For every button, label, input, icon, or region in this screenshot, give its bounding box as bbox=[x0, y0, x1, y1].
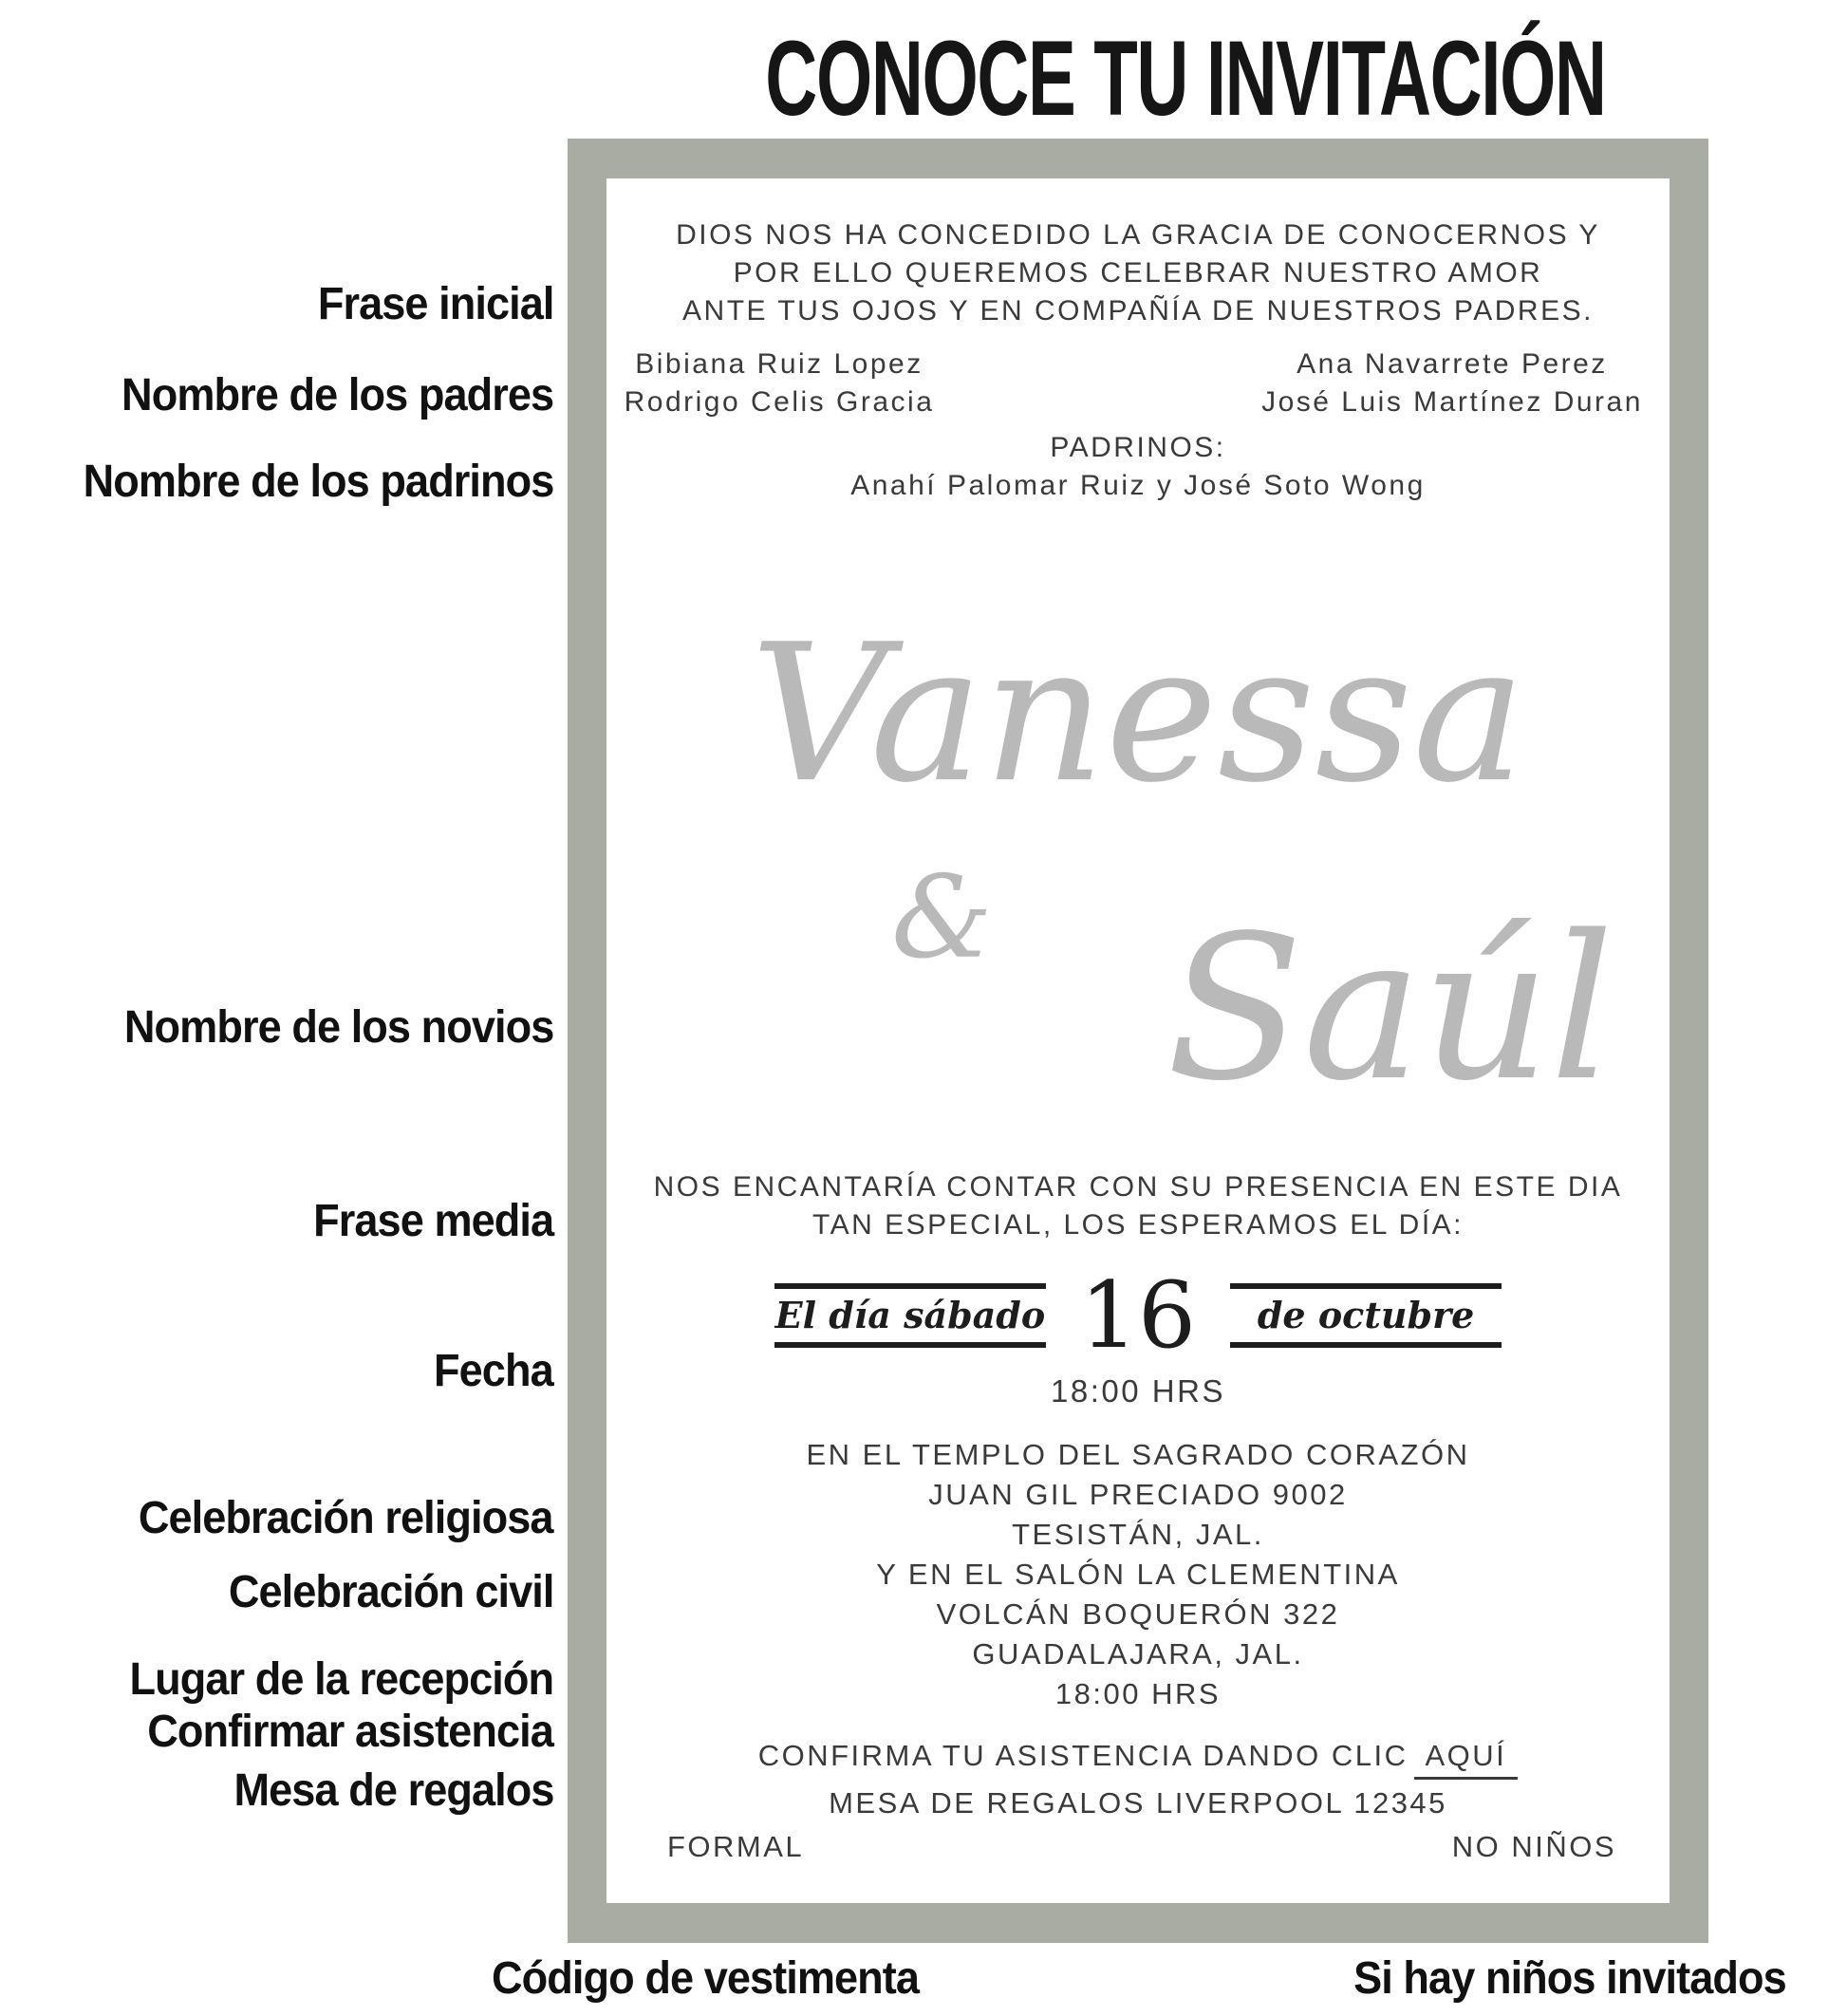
middle-phrase-line: NOS ENCANTARÍA CONTAR CON SU PRESENCIA EN ESTE DIA bbox=[653, 1171, 1623, 1203]
date-banner bbox=[606, 1262, 1670, 1369]
opening-phrase-line: POR ELLO QUEREMOS CELEBRAR NUESTRO AMOR bbox=[733, 257, 1543, 289]
rsvp-link[interactable]: AQUÍ bbox=[1414, 1739, 1519, 1780]
groom-parent: Ana Navarrete Perez bbox=[1297, 348, 1608, 380]
annotation-celebracion-civil: Celebración civil bbox=[228, 1567, 553, 1617]
annotation-nombre-novios: Nombre de los novios bbox=[123, 1002, 553, 1053]
children-note: NO NIÑOS bbox=[1451, 1830, 1616, 1863]
religious-venue-city: TESISTÁN, JAL. bbox=[1012, 1518, 1264, 1551]
opening-phrase-line: DIOS NOS HA CONCEDIDO LA GRACIA DE CONOCERNOS Y bbox=[676, 219, 1600, 251]
annotation-frase-media: Frase media bbox=[312, 1196, 553, 1246]
page-title: CONOCE TU INVITACIÓN bbox=[765, 19, 1606, 139]
date-day-phrase-rule bbox=[774, 1283, 1046, 1348]
reception-time: 18:00 HRS bbox=[1054, 1677, 1222, 1710]
groom-name-script: Saúl bbox=[1166, 892, 1614, 1125]
bride-parent: Bibiana Ruiz Lopez bbox=[635, 348, 924, 380]
reception-venue-city: GUADALAJARA, JAL. bbox=[972, 1637, 1304, 1671]
annotation-nombre-padres: Nombre de los padres bbox=[121, 370, 553, 420]
padrinos-names: Anahí Palomar Ruiz y José Soto Wong bbox=[850, 470, 1426, 501]
reception-venue-address: VOLCÁN BOQUERÓN 322 bbox=[936, 1597, 1340, 1631]
gift-registry: MESA DE REGALOS LIVERPOOL 12345 bbox=[829, 1786, 1447, 1820]
religious-venue-address: JUAN GIL PRECIADO 9002 bbox=[928, 1478, 1348, 1511]
rsvp-text: CONFIRMA TU ASISTENCIA DANDO CLIC bbox=[757, 1739, 1409, 1772]
date-day-number: 16 bbox=[1079, 1262, 1197, 1369]
bride-parent: Rodrigo Celis Gracia bbox=[624, 386, 935, 418]
invitation-card-inner bbox=[606, 178, 1670, 1903]
annotation-lugar-recepcion: Lugar de la recepción bbox=[129, 1654, 553, 1705]
rsvp-line bbox=[606, 1737, 1670, 1775]
padrinos-heading: PADRINOS: bbox=[1050, 432, 1226, 463]
middle-phrase bbox=[606, 1168, 1670, 1244]
ceremony-time: 18:00 HRS bbox=[1051, 1373, 1225, 1409]
annotation-ninos-invitados: Si hay niños invitados bbox=[1353, 1953, 1786, 2004]
religious-venue-name: EN EL TEMPLO DEL SAGRADO CORAZÓN bbox=[806, 1438, 1470, 1471]
annotation-mesa-regalos: Mesa de regalos bbox=[233, 1765, 553, 1816]
dress-code: FORMAL bbox=[667, 1830, 805, 1863]
opening-phrase bbox=[606, 216, 1670, 330]
annotation-nombre-padrinos: Nombre de los padrinos bbox=[83, 457, 553, 507]
annotation-celebracion-religiosa: Celebración religiosa bbox=[139, 1493, 553, 1543]
annotation-codigo-vestimenta: Código de vestimenta bbox=[492, 1953, 920, 2004]
groom-parent: José Luis Martínez Duran bbox=[1261, 386, 1643, 418]
date-month-phrase-rule bbox=[1230, 1283, 1502, 1348]
middle-phrase-line: TAN ESPECIAL, LOS ESPERAMOS EL DÍA: bbox=[812, 1209, 1465, 1241]
opening-phrase-line: ANTE TUS OJOS Y EN COMPAÑÍA DE NUESTROS PADRES. bbox=[682, 295, 1594, 327]
ampersand-script: & bbox=[891, 852, 993, 984]
annotation-confirmar-asistencia: Confirmar asistencia bbox=[147, 1707, 553, 1757]
date-day-phrase: El día sábado bbox=[774, 1294, 1046, 1337]
bride-parents-names bbox=[606, 345, 952, 421]
annotation-fecha: Fecha bbox=[434, 1346, 553, 1396]
venues-block bbox=[606, 1435, 1670, 1714]
invitation-card bbox=[568, 139, 1708, 1943]
annotation-frase-inicial: Frase inicial bbox=[317, 279, 553, 329]
groom-parents-names bbox=[1224, 345, 1680, 421]
bride-name-script: Vanessa bbox=[750, 604, 1526, 825]
date-month-phrase: de octubre bbox=[1257, 1294, 1475, 1337]
reception-venue-name: Y EN EL SALÓN LA CLEMENTINA bbox=[876, 1558, 1400, 1591]
